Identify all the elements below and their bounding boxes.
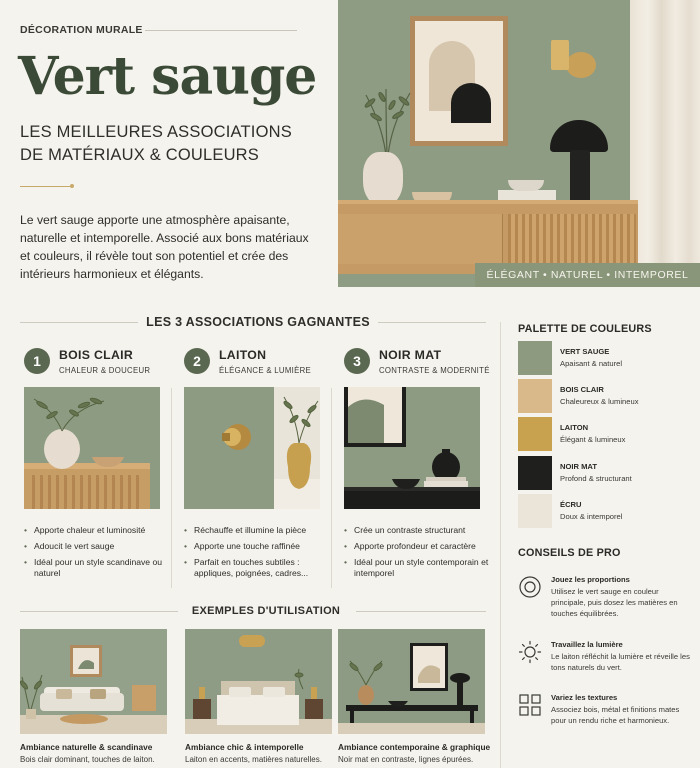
tip-lumiere xyxy=(518,640,696,680)
example-title: Ambiance naturelle & scandinave xyxy=(20,742,153,752)
association-bullets xyxy=(24,525,174,584)
palette-item-vert-sauge xyxy=(518,341,688,375)
brass-sconce xyxy=(566,52,596,78)
association-subtitle: CONTRASTE & MODERNITÉ xyxy=(379,366,490,375)
hero-tagline: ÉLÉGANT • NATUREL • INTEMPOREL xyxy=(475,263,700,287)
gold-divider xyxy=(20,186,70,187)
palette-item-noir-mat xyxy=(518,456,688,490)
textures-grid-icon xyxy=(518,693,542,717)
hero-image xyxy=(338,0,700,287)
section-divider-right xyxy=(356,611,486,612)
tip-textures xyxy=(518,693,696,743)
column-separator xyxy=(171,388,172,588)
example-title: Ambiance chic & intemporelle xyxy=(185,742,304,752)
bullet-item: • Idéal pour un style contemporain et intemporel xyxy=(344,557,494,579)
association-image xyxy=(184,387,320,509)
swatch-subtitle: Apaisant & naturel xyxy=(560,359,623,368)
example-subtitle: Bois clair dominant, touches de laiton. xyxy=(20,755,155,764)
black-lamp xyxy=(550,120,608,152)
palette-item-laiton xyxy=(518,417,688,451)
bullet-item: • Apporte profondeur et caractère xyxy=(344,541,494,552)
swatch-name: NOIR MAT xyxy=(560,462,597,471)
color-swatch xyxy=(518,494,552,528)
page-title: Vert sauge xyxy=(18,46,317,107)
kicker: DÉCORATION MURALE xyxy=(20,24,143,36)
example-image xyxy=(20,629,167,734)
palette-heading: PALETTE DE COULEURS xyxy=(518,323,652,335)
column-separator xyxy=(331,388,332,588)
association-subtitle: CHALEUR & DOUCEUR xyxy=(59,366,151,375)
example-card-scandinave xyxy=(20,629,167,764)
tip-title: Jouez les proportions xyxy=(551,575,630,584)
bullet-item: • Idéal pour un style scandinave ou naturel xyxy=(24,557,174,579)
association-subtitle: ÉLÉGANCE & LUMIÈRE xyxy=(219,366,312,375)
section-divider-left xyxy=(20,611,178,612)
color-swatch xyxy=(518,379,552,413)
example-title: Ambiance contemporaine & graphique xyxy=(338,742,491,752)
ceramic-vase xyxy=(363,152,403,206)
kicker-divider xyxy=(145,30,297,31)
example-subtitle: Noir mat en contraste, lignes épurées. xyxy=(338,755,474,764)
tips-heading: CONSEILS DE PRO xyxy=(518,547,621,559)
associations-heading: LES 3 ASSOCIATIONS GAGNANTES xyxy=(146,315,370,329)
example-subtitle: Laiton en accents, matières naturelles. xyxy=(185,755,322,764)
sun-icon xyxy=(518,640,542,664)
swatch-name: BOIS CLAIR xyxy=(560,385,604,394)
subtitle-line-1: LES MEILLEURES ASSOCIATIONS xyxy=(20,123,292,141)
example-card-contemporaine xyxy=(338,629,491,764)
swatch-subtitle: Profond & structurant xyxy=(560,474,632,483)
tip-text: Le laiton réfléchit la lumière et réveille les tons naturels du vert. xyxy=(551,652,690,672)
swatch-subtitle: Élégant & lumineux xyxy=(560,435,626,444)
example-image xyxy=(338,629,485,734)
association-bullets xyxy=(344,525,494,584)
tip-text: Utilisez le vert sauge en couleur principale, puis dosez les matières en touches équilibrées. xyxy=(551,587,678,618)
section-divider-left xyxy=(20,322,138,323)
swatch-subtitle: Chaleureux & lumineux xyxy=(560,397,639,406)
bullet-item: • Crée un contraste structurant xyxy=(344,525,494,536)
association-number: 1 xyxy=(24,348,50,374)
sidebar-separator xyxy=(500,322,501,768)
association-name: NOIR MAT xyxy=(379,348,442,362)
association-number: 3 xyxy=(344,348,370,374)
association-bullets xyxy=(184,525,334,584)
swatch-name: ÉCRU xyxy=(560,500,582,509)
examples-heading: EXEMPLES D'UTILISATION xyxy=(191,605,341,617)
swatch-name: VERT SAUGE xyxy=(560,347,610,356)
section-divider-right xyxy=(378,322,486,323)
palette-item-ecru xyxy=(518,494,688,528)
bullet-item: • Apporte une touche raffinée xyxy=(184,541,334,552)
swatch-subtitle: Doux & intemporel xyxy=(560,512,623,521)
association-name: BOIS CLAIR xyxy=(59,348,134,362)
intro-paragraph: Le vert sauge apporte une atmosphère apaisante, naturelle et intemporelle. Associé aux bons matériaux et couleurs, il révèle tout son potentiel et crée des intérieurs harmonieux et élégants. xyxy=(20,213,309,281)
example-image xyxy=(185,629,332,734)
page-subtitle xyxy=(20,121,320,167)
palette-item-bois-clair xyxy=(518,379,688,413)
association-image xyxy=(24,387,160,509)
association-image xyxy=(344,387,480,509)
bullet-item: • Adoucit le vert sauge xyxy=(24,541,174,552)
bullet-item: • Apporte chaleur et luminosité xyxy=(24,525,174,536)
olive-branches xyxy=(346,85,426,155)
color-swatch xyxy=(518,417,552,451)
tip-proportions xyxy=(518,575,696,625)
gold-divider-dot xyxy=(70,184,74,188)
proportions-icon xyxy=(518,575,542,599)
subtitle-line-2: DE MATÉRIAUX & COULEURS xyxy=(20,146,259,164)
association-number: 2 xyxy=(184,348,210,374)
color-swatch xyxy=(518,456,552,490)
color-swatch xyxy=(518,341,552,375)
association-name: LAITON xyxy=(219,348,267,362)
bullet-item: • Parfait en touches subtiles : appliques, poignées, cadres... xyxy=(184,557,334,579)
example-card-chic xyxy=(185,629,332,764)
swatch-name: LAITON xyxy=(560,423,589,432)
tip-title: Travaillez la lumière xyxy=(551,640,623,649)
tip-title: Variez les textures xyxy=(551,693,618,702)
curtain xyxy=(630,0,700,287)
tip-text: Associez bois, métal et finitions mates pour un rendu riche et harmonieux. xyxy=(551,705,680,725)
bullet-item: • Réchauffe et illumine la pièce xyxy=(184,525,334,536)
